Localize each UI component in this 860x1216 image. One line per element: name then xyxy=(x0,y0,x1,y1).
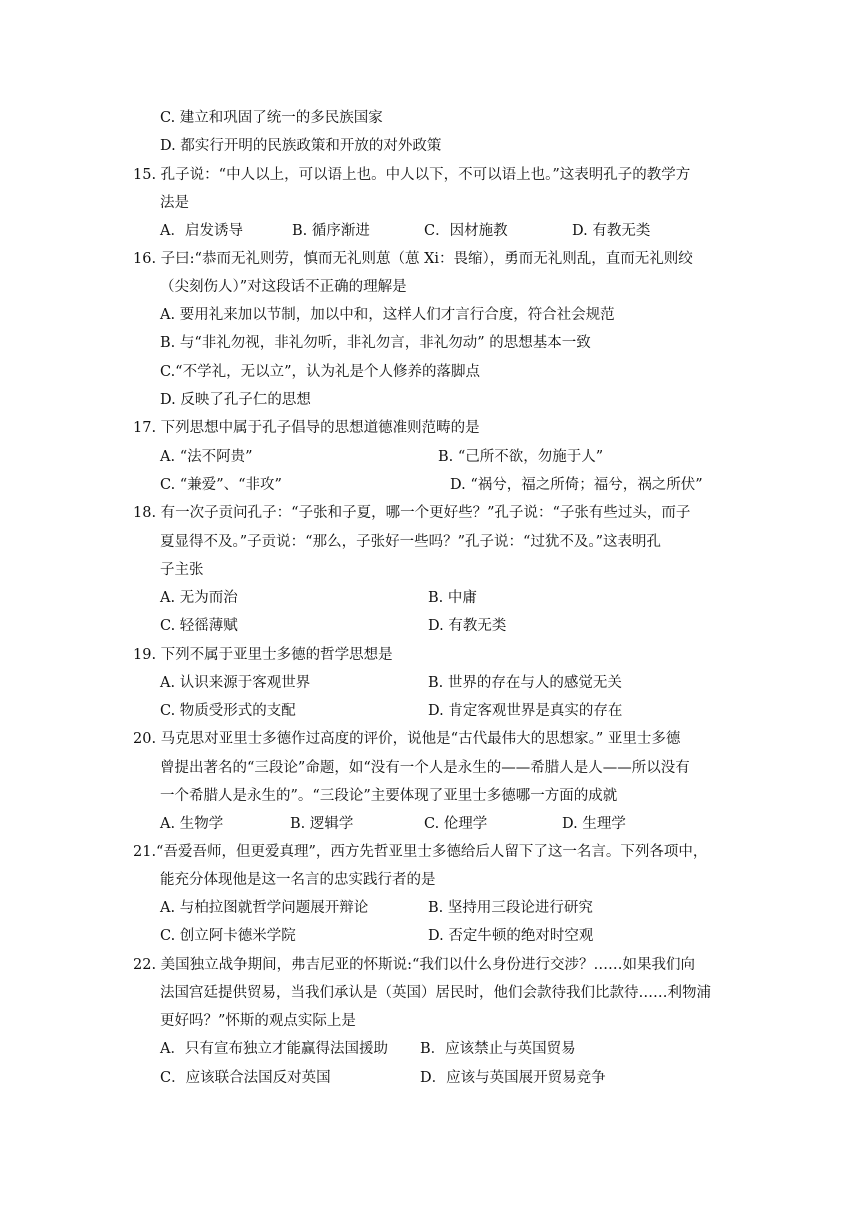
option-d: D. 反映了孔子仁的思想 xyxy=(160,392,311,408)
option-b: B. 坚持用三段论进行研究 xyxy=(428,900,593,916)
question-15-stem-cont: 法是 xyxy=(160,195,189,211)
question-19-stem: 19. 下列不属于亚里士多德的哲学思想是 xyxy=(133,647,393,663)
option-c: C. “兼爱”、“非攻” xyxy=(160,477,282,493)
question-16-stem-cont: （尖刻伤人）”对这段话不正确的理解是 xyxy=(160,279,407,295)
option-a: A. 要用礼来加以节制，加以中和，这样人们才言行合度，符合社会规范 xyxy=(160,307,615,323)
question-18-stem-cont: 夏显得不及。”子贡说：“那么，子张好一些吗？”孔子说：“过犹不及。”这表明孔 xyxy=(160,534,662,550)
option-a: A. 无为而治 xyxy=(160,590,238,606)
question-21-stem-cont: 能充分体现他是这一名言的忠实践行者的是 xyxy=(160,872,436,888)
question-17-stem: 17. 下列思想中属于孔子倡导的思想道德准则范畴的是 xyxy=(133,420,480,436)
option-d: D. “祸兮，福之所倚；福兮，祸之所伏” xyxy=(450,477,703,493)
option-c: C. 创立阿卡德米学院 xyxy=(160,928,296,944)
question-18-stem: 18. 有一次子贡问孔子：“子张和子夏，哪一个更好些？”孔子说：“子张有些过头，而子 xyxy=(133,505,691,521)
question-20-stem-cont: 曾提出著名的“三段论”命题，如“没有一个人是永生的——希腊人是人——所以没有 xyxy=(160,760,690,776)
option-c: C. 建立和巩固了统一的多民族国家 xyxy=(160,110,383,126)
option-b: B. 逻辑学 xyxy=(290,816,354,832)
question-22-stem-cont: 更好吗？”怀斯的观点实际上是 xyxy=(160,1013,356,1029)
question-21-stem: 21.“吾爱吾师，但更爱真理”，西方先哲亚里士多德给后人留下了这一名言。下列各项中， xyxy=(133,844,708,860)
question-20-stem-cont: 一个希腊人是永生的”。“三段论”主要体现了亚里士多德哪一方面的成就 xyxy=(160,788,618,804)
option-b: B．应该禁止与英国贸易 xyxy=(420,1041,576,1057)
option-d: D. 有教无类 xyxy=(428,618,507,634)
option-b: B. 世界的存在与人的感觉无关 xyxy=(428,675,622,691)
option-d: D. 有教无类 xyxy=(572,223,651,239)
option-c: C.“不学礼，无以立”，认为礼是个人修养的落脚点 xyxy=(160,364,481,380)
question-15-stem: 15. 孔子说：“中人以上，可以语上也。中人以下，不可以语上也。”这表明孔子的教学方 xyxy=(133,167,691,183)
option-a: A. “法不阿贵” xyxy=(160,449,253,465)
option-b: B. 中庸 xyxy=(428,590,477,606)
option-a: A. 认识来源于客观世界 xyxy=(160,675,311,691)
question-20-stem: 20. 马克思对亚里士多德作过高度的评价，说他是“古代最伟大的思想家。” 亚里士多德 xyxy=(133,731,681,747)
option-c: C．因材施教 xyxy=(424,223,508,239)
option-d: D. 肯定客观世界是真实的存在 xyxy=(428,703,623,719)
option-d: D. 都实行开明的民族政策和开放的对外政策 xyxy=(160,138,442,154)
option-b: B. 与“非礼勿视，非礼勿听，非礼勿言，非礼勿动” 的思想基本一致 xyxy=(160,335,591,351)
option-a: A．只有宣布独立才能赢得法国援助 xyxy=(160,1041,388,1057)
option-c: C. 轻徭薄赋 xyxy=(160,618,238,634)
option-d: D. 否定牛顿的绝对时空观 xyxy=(428,928,594,944)
option-a: A. 与柏拉图就哲学问题展开辩论 xyxy=(160,900,369,916)
question-18-stem-cont: 子主张 xyxy=(160,562,204,578)
option-d: D. 生理学 xyxy=(562,816,626,832)
option-a: A. 生物学 xyxy=(160,816,224,832)
question-16-stem: 16. 子曰:“恭而无礼则劳，慎而无礼则葸（葸 Xi：畏缩），勇而无礼则乱，直而无礼则绞 xyxy=(133,251,693,267)
option-c: C．应该联合法国反对英国 xyxy=(160,1070,331,1086)
option-d: D．应该与英国展开贸易竞争 xyxy=(420,1070,606,1086)
option-c: C. 物质受形式的支配 xyxy=(160,703,296,719)
question-22-stem: 22. 美国独立战争期间，弗吉尼亚的怀斯说:“我们以什么身份进行交涉？……如果我们向 xyxy=(133,957,695,973)
option-b: B. “己所不欲，勿施于人” xyxy=(438,449,604,465)
option-c: C. 伦理学 xyxy=(424,816,488,832)
question-22-stem-cont: 法国宫廷提供贸易，当我们承认是（英国）居民时，他们会款待我们比款待……利物浦 xyxy=(160,985,711,1001)
option-b: B. 循序渐进 xyxy=(292,223,370,239)
option-a: A．启发诱导 xyxy=(160,223,243,239)
